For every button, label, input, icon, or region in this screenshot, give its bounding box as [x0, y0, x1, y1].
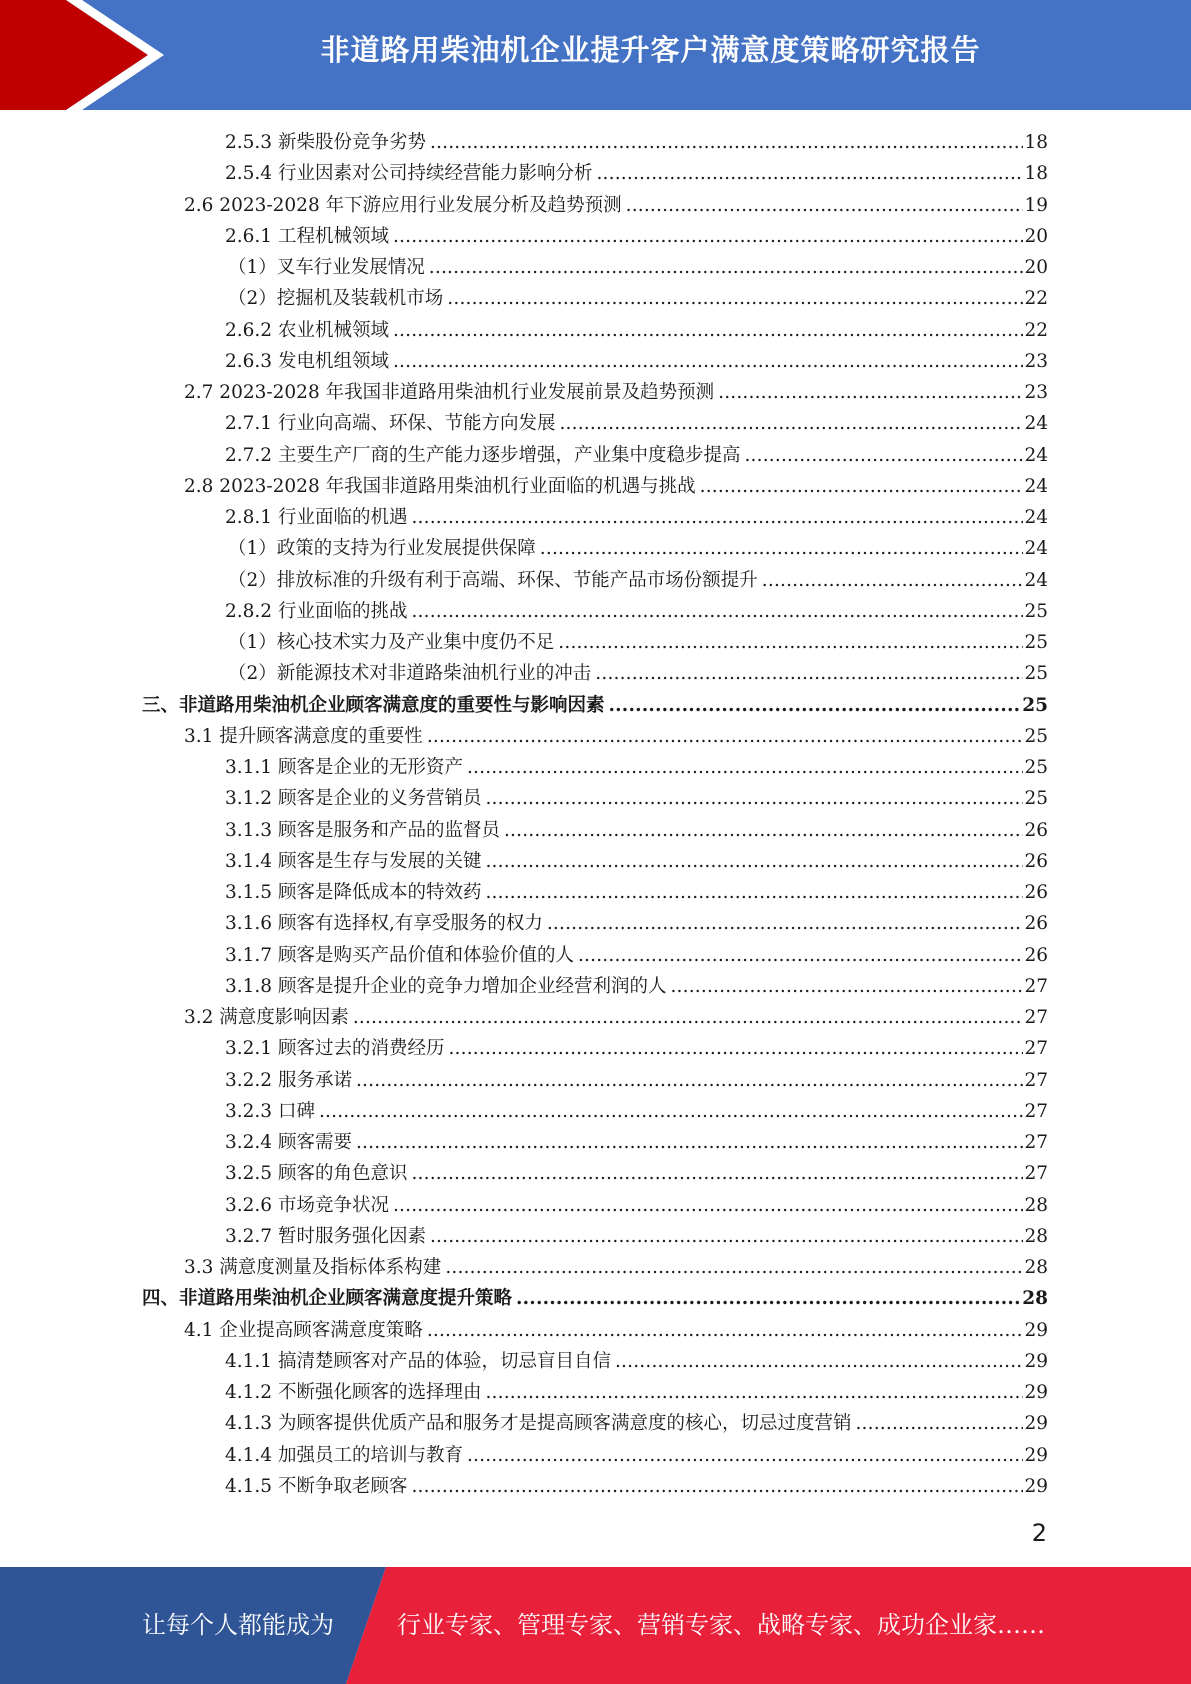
toc-entry-title: 2.7 2023-2028 年我国非道路用柴油机行业发展前景及趋势预测: [184, 382, 715, 403]
toc-dot-leader: [558, 627, 1023, 658]
toc-entry-page: 29: [1024, 1319, 1048, 1341]
toc-entry-page: 20: [1024, 225, 1048, 247]
toc-dot-leader: [615, 1346, 1023, 1377]
toc-entry-page: 28: [1022, 1288, 1048, 1310]
toc-entry[interactable]: [225, 1377, 1048, 1408]
toc-dot-leader: [485, 783, 1023, 814]
toc-entry[interactable]: [225, 815, 1048, 846]
toc-entry-title: 2.6.2 农业机械领域: [225, 319, 389, 341]
toc-dot-leader: [855, 1408, 1023, 1439]
toc-dot-leader: [516, 1283, 1021, 1314]
toc-entry[interactable]: [184, 721, 1048, 752]
toc-entry-page: 18: [1024, 132, 1048, 153]
toc-entry[interactable]: [184, 190, 1048, 221]
toc-entry[interactable]: [225, 1221, 1048, 1252]
toc-entry[interactable]: [225, 846, 1048, 877]
toc-entry[interactable]: [184, 377, 1048, 408]
toc-entry-page: 22: [1024, 319, 1048, 341]
toc-entry-page: 24: [1024, 538, 1048, 560]
toc-entry-page: 27: [1024, 1163, 1048, 1185]
toc-entry-title: 2.8 2023-2028 年我国非道路用柴油机行业面临的机遇与挑战: [184, 475, 696, 497]
toc-dot-leader: [467, 752, 1023, 783]
toc-entry[interactable]: [228, 565, 1048, 596]
toc-entry-title: 3.3 满意度测量及指标体系构建: [184, 1257, 442, 1278]
toc-dot-leader: [504, 815, 1023, 846]
toc-entry[interactable]: [225, 158, 1048, 189]
toc-entry-title: 4.1.3 为顾客提供优质产品和服务才是提高顾客满意度的核心，切忌过度营销: [225, 1413, 852, 1435]
toc-entry[interactable]: [184, 1002, 1048, 1033]
toc-entry-page: 26: [1024, 819, 1048, 841]
toc-entry-page: 24: [1024, 569, 1048, 591]
toc-entry-page: 27: [1024, 1007, 1048, 1028]
toc-entry-page: 29: [1024, 1475, 1048, 1497]
toc-entry-page: 29: [1024, 1444, 1048, 1466]
toc-entry-page: 28: [1024, 1257, 1048, 1278]
toc-entry-title: （2）排放标准的升级有利于高端、环保、节能产品市场份额提升: [228, 569, 758, 591]
toc-entry-page: 23: [1024, 350, 1048, 372]
toc-entry-page: 19: [1024, 194, 1048, 216]
footer-band: [0, 1567, 1191, 1684]
toc-entry[interactable]: [225, 1033, 1048, 1064]
toc-entry[interactable]: [225, 221, 1048, 252]
toc-entry-title: 3.1.4 顾客是生存与发展的关键: [225, 850, 482, 872]
report-title: 非道路用柴油机企业提升客户满意度策略研究报告: [320, 33, 981, 67]
toc-entry[interactable]: [225, 1440, 1048, 1471]
toc-entry-page: 26: [1024, 913, 1048, 935]
toc-entry[interactable]: [142, 1283, 1048, 1314]
toc-dot-leader: [447, 283, 1023, 314]
toc-dot-leader: [445, 1252, 1023, 1283]
toc-entry-title: 4.1.4 加强员工的培训与教育: [225, 1444, 463, 1466]
toc-entry-title: 3.2.5 顾客的角色意识: [225, 1163, 408, 1185]
toc-entry-page: 29: [1024, 1350, 1048, 1372]
toc-dot-leader: [393, 1190, 1023, 1221]
page-number: 2: [1031, 1519, 1047, 1547]
toc-dot-leader: [430, 127, 1023, 158]
toc-entry-title: （1）叉车行业发展情况: [228, 257, 425, 278]
toc-dot-leader: [411, 1158, 1023, 1189]
toc-dot-leader: [609, 690, 1022, 721]
toc-entry-title: 3.1.1 顾客是企业的无形资产: [225, 757, 463, 778]
toc-entry-title: 四、非道路用柴油机企业顾客满意度提升策略: [142, 1288, 513, 1310]
toc-entry-title: 3.2.7 暂时服务强化因素: [225, 1225, 426, 1247]
toc-entry-page: 27: [1024, 975, 1048, 997]
toc-dot-leader: [559, 408, 1023, 439]
toc-entry[interactable]: [184, 1252, 1048, 1283]
toc-dot-leader: [596, 158, 1023, 189]
toc-entry-page: 25: [1024, 632, 1048, 653]
toc-entry-page: 23: [1024, 382, 1048, 403]
toc-dot-leader: [547, 908, 1024, 939]
toc-entry[interactable]: [225, 1471, 1048, 1502]
toc-entry-page: 24: [1024, 507, 1048, 528]
toc-entry-title: 2.8.2 行业面临的挑战: [225, 600, 408, 622]
toc-entry[interactable]: [225, 1158, 1048, 1189]
toc-entry[interactable]: [225, 752, 1048, 783]
toc-dot-leader: [430, 1221, 1023, 1252]
toc-entry-title: 3.1.6 顾客有选择权,有享受服务的权力: [225, 913, 543, 935]
toc-dot-leader: [578, 940, 1023, 971]
toc-entry-title: 2.7.2 主要生产厂商的生产能力逐步增强，产业集中度稳步提高: [225, 444, 741, 466]
toc-entry[interactable]: [225, 346, 1048, 377]
toc-entry[interactable]: [228, 283, 1048, 314]
toc-dot-leader: [411, 502, 1023, 533]
toc-dot-leader: [595, 658, 1023, 689]
toc-entry[interactable]: [225, 408, 1048, 439]
toc-entry[interactable]: [225, 877, 1048, 908]
toc-entry-title: （1）政策的支持为行业发展提供保障: [228, 538, 536, 560]
toc-entry-title: （2）新能源技术对非道路柴油机行业的冲击: [228, 663, 592, 685]
toc-entry-title: （2）挖掘机及装载机市场: [228, 288, 444, 310]
toc-dot-leader: [353, 1002, 1024, 1033]
toc-dot-leader: [485, 846, 1023, 877]
toc-entry-page: 24: [1024, 444, 1048, 466]
toc-entry-title: 4.1.5 不断争取老顾客: [225, 1475, 408, 1497]
toc-entry-title: 3.1.5 顾客是降低成本的特效药: [225, 882, 482, 903]
toc-entry[interactable]: [225, 940, 1048, 971]
footer-slogan-right: 行业专家、管理专家、营销专家、战略专家、成功企业家……: [397, 1611, 1045, 1639]
toc-dot-leader: [540, 533, 1024, 564]
toc-entry-title: 2.6.1 工程机械领域: [225, 225, 389, 247]
toc-entry-page: 29: [1024, 1382, 1048, 1403]
toc-entry-title: 2.7.1 行业向高端、环保、节能方向发展: [225, 413, 556, 435]
toc-entry[interactable]: [225, 783, 1048, 814]
toc-entry-title: 4.1.2 不断强化顾客的选择理由: [225, 1382, 482, 1403]
toc-entry-page: 20: [1024, 257, 1048, 278]
toc-dot-leader: [700, 471, 1024, 502]
toc-entry-page: 25: [1024, 600, 1048, 622]
toc-entry-title: 3.2.4 顾客需要: [225, 1132, 352, 1153]
toc-dot-leader: [485, 877, 1023, 908]
toc-entry-page: 28: [1024, 1194, 1048, 1216]
toc-entry-title: 2.5.4 行业因素对公司持续经营能力影响分析: [225, 163, 593, 185]
toc-dot-leader: [467, 1440, 1023, 1471]
toc-entry[interactable]: [225, 1408, 1048, 1439]
toc-entry[interactable]: [225, 502, 1048, 533]
toc-entry[interactable]: [225, 1127, 1048, 1158]
toc-entry[interactable]: [225, 971, 1048, 1002]
toc-entry[interactable]: [142, 690, 1048, 721]
toc-entry[interactable]: [225, 908, 1048, 939]
toc-entry-title: （1）核心技术实力及产业集中度仍不足: [228, 632, 555, 653]
toc-entry-page: 26: [1024, 850, 1048, 872]
toc-dot-leader: [319, 1096, 1024, 1127]
toc-dot-leader: [718, 377, 1023, 408]
toc-entry-page: 24: [1024, 475, 1048, 497]
toc-entry-title: 3.2 满意度影响因素: [184, 1007, 349, 1028]
toc-entry-page: 25: [1024, 725, 1048, 747]
toc-entry-page: 26: [1024, 882, 1048, 903]
toc-entry-title: 3.1.2 顾客是企业的义务营销员: [225, 788, 482, 810]
report-header-band: [0, 0, 1191, 110]
toc-entry-title: 3.1.8 顾客是提升企业的竞争力增加企业经营利润的人: [225, 975, 667, 997]
toc-entry-page: 29: [1024, 1413, 1048, 1435]
toc-dot-leader: [393, 315, 1023, 346]
toc-entry-page: 18: [1024, 163, 1048, 185]
toc-dot-leader: [393, 221, 1023, 252]
toc-entry-page: 27: [1024, 1100, 1048, 1122]
toc-entry-page: 24: [1024, 413, 1048, 435]
toc-dot-leader: [626, 190, 1024, 221]
toc-entry-page: 27: [1024, 1069, 1048, 1091]
toc-entry[interactable]: [225, 1065, 1048, 1096]
toc-entry-title: 3.1.7 顾客是购买产品价值和体验价值的人: [225, 944, 574, 966]
toc-entry-title: 3.1.3 顾客是服务和产品的监督员: [225, 819, 500, 841]
toc-entry-title: 2.8.1 行业面临的机遇: [225, 507, 408, 528]
toc-entry-title: 2.5.3 新柴股份竞争劣势: [225, 132, 426, 153]
toc-entry-title: 3.2.6 市场竞争状况: [225, 1194, 389, 1216]
toc-entry-page: 22: [1024, 288, 1048, 310]
toc-entry[interactable]: [184, 471, 1048, 502]
toc-dot-leader: [356, 1127, 1024, 1158]
toc-entry-page: 26: [1024, 944, 1048, 966]
toc-entry[interactable]: [225, 1346, 1048, 1377]
toc-entry-page: 27: [1024, 1132, 1048, 1153]
toc-dot-leader: [356, 1065, 1024, 1096]
toc-dot-leader: [429, 252, 1024, 283]
toc-entry-title: 3.2.2 服务承诺: [225, 1069, 352, 1091]
toc-dot-leader: [762, 565, 1024, 596]
toc-dot-leader: [744, 440, 1023, 471]
toc-entry-page: 25: [1024, 788, 1048, 810]
toc-entry-title: 2.6.3 发电机组领域: [225, 350, 389, 372]
footer-slogan-left: 让每个人都能成为: [142, 1611, 334, 1639]
toc-entry[interactable]: [228, 658, 1048, 689]
toc-entry-title: 三、非道路用柴油机企业顾客满意度的重要性与影响因素: [142, 694, 605, 716]
toc-entry-page: 27: [1024, 1038, 1048, 1060]
toc-entry[interactable]: [225, 127, 1048, 158]
toc-dot-leader: [485, 1377, 1023, 1408]
toc-entry-title: 4.1.1 搞清楚顾客对产品的体验，切忌盲目自信: [225, 1350, 611, 1372]
toc-entry-title: 3.1 提升顾客满意度的重要性: [184, 725, 423, 747]
toc-entry-page: 28: [1024, 1225, 1048, 1247]
toc-entry[interactable]: [184, 1315, 1048, 1346]
toc-dot-leader: [427, 1315, 1024, 1346]
toc-entry[interactable]: [225, 1190, 1048, 1221]
toc-entry[interactable]: [225, 315, 1048, 346]
toc-entry-page: 25: [1022, 694, 1048, 716]
toc-entry[interactable]: [228, 627, 1048, 658]
toc-entry-page: 25: [1024, 757, 1048, 778]
toc-dot-leader: [393, 346, 1023, 377]
toc-dot-leader: [448, 1033, 1023, 1064]
toc-entry-page: 25: [1024, 663, 1048, 685]
toc-entry-title: 3.2.1 顾客过去的消费经历: [225, 1038, 445, 1060]
toc-entry-title: 3.2.3 口碑: [225, 1100, 315, 1122]
toc-dot-leader: [411, 596, 1023, 627]
toc-entry-title: 4.1 企业提高顾客满意度策略: [184, 1319, 423, 1341]
toc-entry[interactable]: [225, 440, 1048, 471]
toc-dot-leader: [670, 971, 1023, 1002]
toc-entry[interactable]: [228, 252, 1048, 283]
toc-dot-leader: [411, 1471, 1023, 1502]
toc-entry[interactable]: [228, 533, 1048, 564]
toc-entry[interactable]: [225, 1096, 1048, 1127]
toc-entry[interactable]: [225, 596, 1048, 627]
toc-dot-leader: [427, 721, 1024, 752]
toc-entry-title: 2.6 2023-2028 年下游应用行业发展分析及趋势预测: [184, 194, 622, 216]
